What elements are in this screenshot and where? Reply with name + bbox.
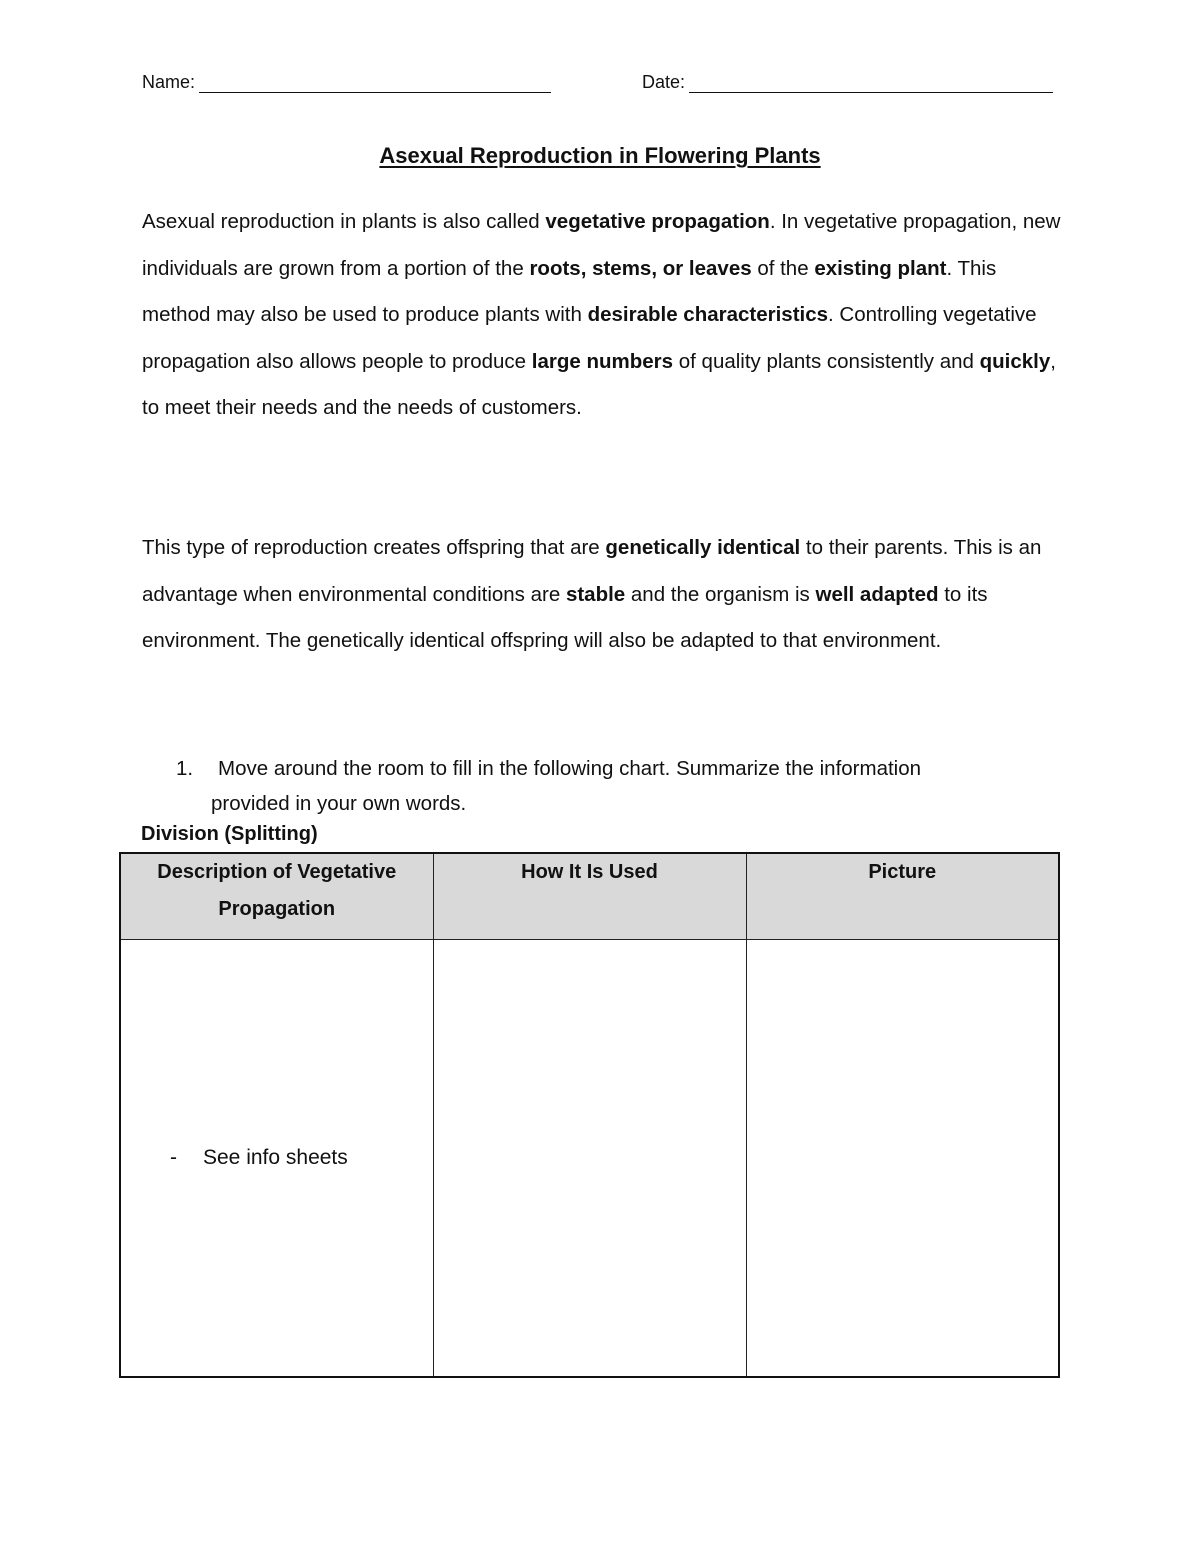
header-description: Description of Vegetative Propagation [120, 853, 433, 939]
worksheet-title: Asexual Reproduction in Flowering Plants [379, 143, 821, 168]
cell-how-used[interactable] [433, 939, 746, 1377]
bold-term: vegetative propagation [545, 210, 770, 233]
paragraph-text: to its environment. The genetically identical offspring will also be adapted to that environment. [142, 582, 988, 652]
paragraph-text: This type of reproduction creates offspring that are [142, 536, 606, 559]
question-1 [176, 751, 1056, 821]
paragraph-text: . Controlling vegetative propagation also allows people to produce [142, 303, 1037, 373]
date-blank-line[interactable] [689, 74, 1053, 93]
paragraph-text: of the [751, 256, 815, 280]
header-picture: Picture [746, 853, 1059, 939]
bullet-item [122, 1146, 432, 1170]
paragraph-text: . In vegetative propagation, new individuals are grown from a portion of the [142, 210, 1061, 280]
question-number: 1. [176, 757, 194, 780]
paragraph-text: of quality plants consistently and [673, 349, 980, 373]
bold-term: well adapted [815, 582, 939, 606]
paragraph-text: . This method may also be used to produce plants with [142, 256, 997, 326]
question-text-line2: provided in your own words. [211, 792, 467, 815]
date-field-row [642, 72, 1053, 93]
paragraph-text: Asexual reproduction in plants is also called [142, 210, 546, 233]
cell-description[interactable] [120, 939, 433, 1377]
bold-term: large numbers [531, 349, 674, 373]
chart-header-row [120, 853, 1059, 939]
chart-row [120, 939, 1059, 1377]
propagation-chart [119, 852, 1060, 1378]
bold-term: quickly [979, 349, 1051, 373]
question-text-line1: Move around the room to fill in the following chart. Summarize the information [218, 757, 922, 780]
bullet-dash: - [170, 1145, 177, 1169]
cell-picture[interactable] [746, 939, 1059, 1377]
bold-term: roots, stems, or leaves [529, 256, 752, 280]
intro-paragraph [142, 199, 1067, 432]
bold-term: stable [565, 582, 626, 606]
bullet-text: See info sheets [203, 1145, 348, 1169]
bold-term: desirable characteristics [587, 303, 829, 326]
paragraph-text: to their parents. This is an advantage when environmental conditions are [142, 536, 1042, 606]
name-field-row [142, 72, 551, 93]
section-label: Division (Splitting) [141, 823, 318, 845]
date-label: Date: [642, 72, 686, 92]
name-blank-line[interactable] [199, 74, 551, 93]
bold-term: existing plant [814, 256, 947, 280]
bold-term: genetically identical [605, 536, 801, 559]
genetics-paragraph [142, 525, 1067, 665]
paragraph-text: and the organism is [625, 582, 816, 606]
header-how-used: How It Is Used [433, 853, 746, 939]
name-label: Name: [142, 72, 196, 92]
paragraph-text: , to meet their needs and the needs of customers. [142, 349, 1056, 419]
